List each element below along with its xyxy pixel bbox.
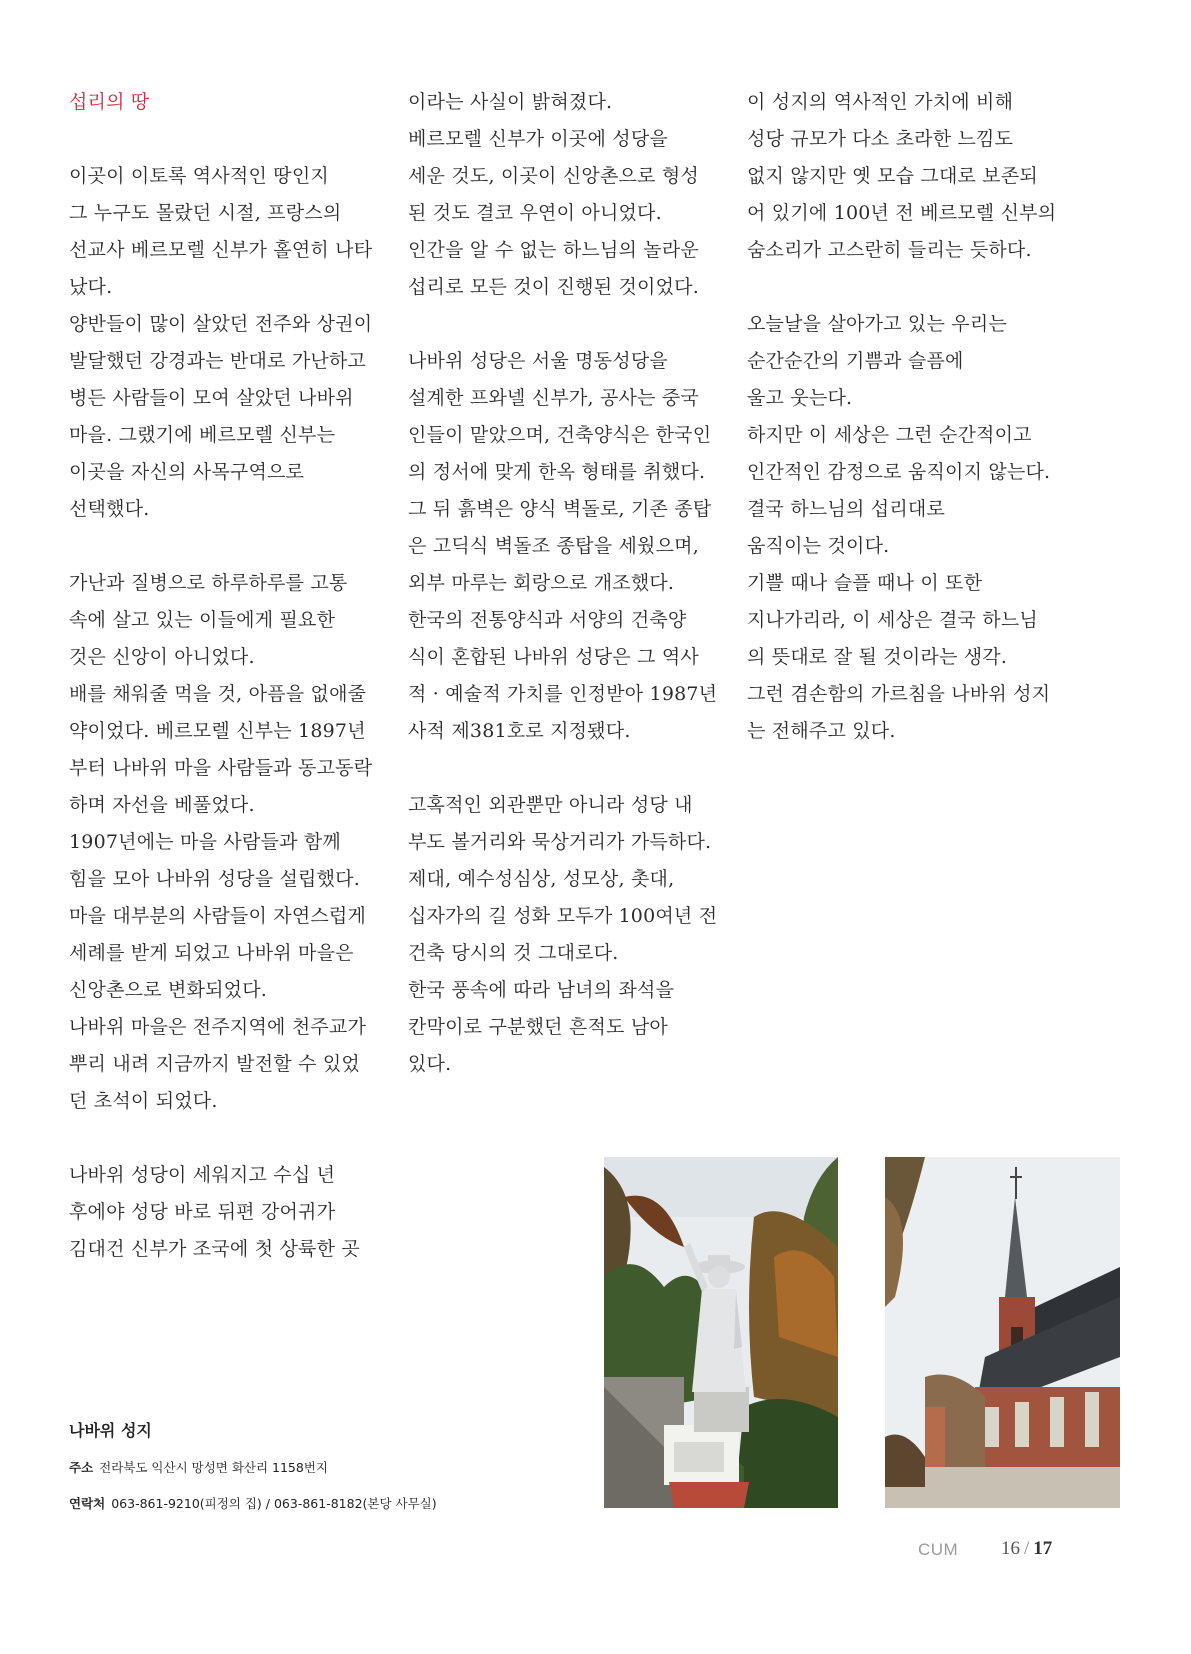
text-line: 하며 자선을 베풀었다. [69, 794, 255, 816]
text-line: 1907년에는 마을 사람들과 함께 [69, 831, 341, 853]
text-line: 없지 않지만 옛 모습 그대로 보존되 [747, 165, 1038, 187]
paragraph-gap [747, 269, 1077, 306]
text-line: 세례를 받게 되었고 나바위 마을은 [69, 942, 354, 964]
text-line: 병든 사람들이 모여 살았던 나바위 [69, 387, 354, 409]
page-separator: / [1024, 1538, 1030, 1559]
text-line: 한국 풍속에 따라 남녀의 좌석을 [408, 979, 675, 1001]
text-line: 십자가의 길 성화 모두가 100여년 전 [408, 905, 718, 927]
text-line: 나바위 성당이 세워지고 수십 년 [69, 1164, 336, 1186]
text-line: 선교사 베르모렐 신부가 홀연히 나타 [69, 239, 373, 261]
text-line: 나바위 성당은 서울 명동성당을 [408, 350, 668, 372]
paragraph-gap [69, 528, 389, 565]
site-name: 나바위 성지 [69, 1421, 152, 1440]
text-line: 속에 살고 있는 이들에게 필요한 [69, 609, 336, 631]
text-line: 결국 하느님의 섭리대로 [747, 498, 946, 520]
text-line: 설계한 프와넬 신부가, 공사는 중국 [408, 387, 699, 409]
text-line: 후에야 성당 바로 뒤편 강어귀가 [69, 1201, 336, 1223]
text-line: 뿌리 내려 지금까지 발전할 수 있었 [69, 1053, 360, 1075]
statue-photo-image [604, 1157, 838, 1508]
text-line: 고혹적인 외관뿐만 아니라 성당 내 [408, 794, 693, 816]
text-line: 식이 혼합된 나바위 성당은 그 역사 [408, 646, 699, 668]
text-line: 적 · 예술적 가치를 인정받아 1987년 [408, 683, 718, 705]
text-line: 순간순간의 기쁨과 슬픔에 [747, 350, 964, 372]
text-line: 어 있기에 100년 전 베르모렐 신부의 [747, 202, 1057, 224]
text-line: 인간을 알 수 없는 하느님의 놀라운 [408, 239, 699, 261]
text-line: 이곳을 자신의 사목구역으로 [69, 461, 305, 483]
page-right: 17 [1033, 1538, 1053, 1559]
text-line: 인간적인 감정으로 움직이지 않는다. [747, 461, 1051, 483]
text-line: 이 성지의 역사적인 가치에 비해 [747, 91, 1014, 113]
site-contact [69, 1494, 437, 1512]
text-line: 은 고딕식 벽돌조 종탑을 세웠으며, [408, 535, 699, 557]
text-line: 는 전해주고 있다. [747, 720, 896, 742]
text-line: 제대, 예수성심상, 성모상, 촛대, [408, 868, 675, 890]
paragraph-gap [408, 750, 728, 787]
text-line: 배를 채워줄 먹을 것, 아픔을 없애줄 [69, 683, 367, 705]
text-line: 약이었다. 베르모렐 신부는 1897년 [69, 720, 366, 742]
contact-label: 연락처 [69, 1496, 106, 1511]
text-line: 부터 나바위 마을 사람들과 동고동락 [69, 757, 373, 779]
text-line: 마을. 그랬기에 베르모렐 신부는 [69, 424, 336, 446]
text-line: 오늘날을 살아가고 있는 우리는 [747, 313, 1007, 335]
text-line: 신앙촌으로 변화되었다. [69, 979, 268, 1001]
text-line: 의 정서에 맞게 한옥 형태를 취했다. [408, 461, 706, 483]
address-value: 전라북도 익산시 망성면 화산리 1158번지 [99, 1460, 328, 1475]
text-line: 한국의 전통양식과 서양의 건축양 [408, 609, 687, 631]
text-line: 기쁠 때나 슬플 때나 이 또한 [747, 572, 983, 594]
text-line: 건축 당시의 것 그대로다. [408, 942, 619, 964]
paragraph-gap [69, 1120, 389, 1157]
text-line: 발달했던 강경과는 반대로 가난하고 [69, 350, 367, 372]
page-left: 16 [1001, 1538, 1020, 1559]
text-line: 그 누구도 몰랐던 시절, 프랑스의 [69, 202, 342, 224]
text-line: 외부 마루는 회랑으로 개조했다. [408, 572, 675, 594]
text-line: 그런 겸손함의 가르침을 나바위 성지 [747, 683, 1051, 705]
text-line: 숨소리가 고스란히 들리는 듯하다. [747, 239, 1032, 261]
text-line: 베르모렐 신부가 이곳에 성당을 [408, 128, 668, 150]
contact-value: 063-861-9210(피정의 집) / 063-861-8182(본당 사무실) [111, 1496, 437, 1511]
text-line: 칸막이로 구분했던 흔적도 남아 [408, 1016, 668, 1038]
text-line: 그 뒤 흙벽은 양식 벽돌로, 기존 종탑 [408, 498, 712, 520]
text-line: 것은 신앙이 아니었다. [69, 646, 255, 668]
text-line: 던 초석이 되었다. [69, 1090, 218, 1112]
text-line: 인들이 맡았으며, 건축양식은 한국인 [408, 424, 712, 446]
text-line: 사적 제381호로 지정됐다. [408, 720, 631, 742]
magazine-name: CUM [918, 1540, 959, 1559]
text-line: 울고 웃는다. [747, 387, 853, 409]
text-column-2 [408, 84, 728, 1083]
text-line: 마을 대부분의 사람들이 자연스럽게 [69, 905, 367, 927]
spacer [69, 121, 389, 158]
church-photo-image [885, 1157, 1120, 1508]
church-photo [885, 1157, 1120, 1508]
text-line: 있다. [408, 1053, 452, 1075]
text-line: 나바위 마을은 전주지역에 천주교가 [69, 1016, 367, 1038]
page-numbers [1001, 1538, 1052, 1560]
column-2-body [408, 84, 728, 1083]
text-line: 지나가리라, 이 세상은 결국 하느님 [747, 609, 1038, 631]
section-heading: 섭리의 땅 [69, 91, 150, 113]
text-line: 의 뜻대로 잘 될 것이라는 생각. [747, 646, 1008, 668]
statue-photo [604, 1157, 838, 1508]
text-line: 섭리로 모든 것이 진행된 것이었다. [408, 276, 699, 298]
text-line: 이곳이 이토록 역사적인 땅인지 [69, 165, 329, 187]
text-line: 된 것도 결코 우연이 아니었다. [408, 202, 662, 224]
text-line: 세운 것도, 이곳이 신앙촌으로 형성 [408, 165, 699, 187]
text-line: 김대건 신부가 조국에 첫 상륙한 곳 [69, 1238, 360, 1260]
column-1-body [69, 158, 389, 1268]
text-line: 움직이는 것이다. [747, 535, 890, 557]
text-line: 가난과 질병으로 하루하루를 고통 [69, 572, 348, 594]
text-line: 났다. [69, 276, 113, 298]
column-3-body [747, 84, 1077, 750]
text-line: 선택했다. [69, 498, 150, 520]
text-line: 힘을 모아 나바위 성당을 설립했다. [69, 868, 360, 890]
address-label: 주소 [69, 1460, 94, 1475]
paragraph-gap [408, 306, 728, 343]
text-column-3 [747, 84, 1077, 750]
text-line: 성당 규모가 다소 초라한 느낌도 [747, 128, 1014, 150]
text-line: 양반들이 많이 살았던 전주와 상권이 [69, 313, 373, 335]
text-line: 부도 볼거리와 묵상거리가 가득하다. [408, 831, 712, 853]
text-line: 하지만 이 세상은 그런 순간적이고 [747, 424, 1032, 446]
text-column-1 [69, 84, 389, 1268]
text-line: 이라는 사실이 밝혀졌다. [408, 91, 613, 113]
site-address [69, 1458, 328, 1476]
